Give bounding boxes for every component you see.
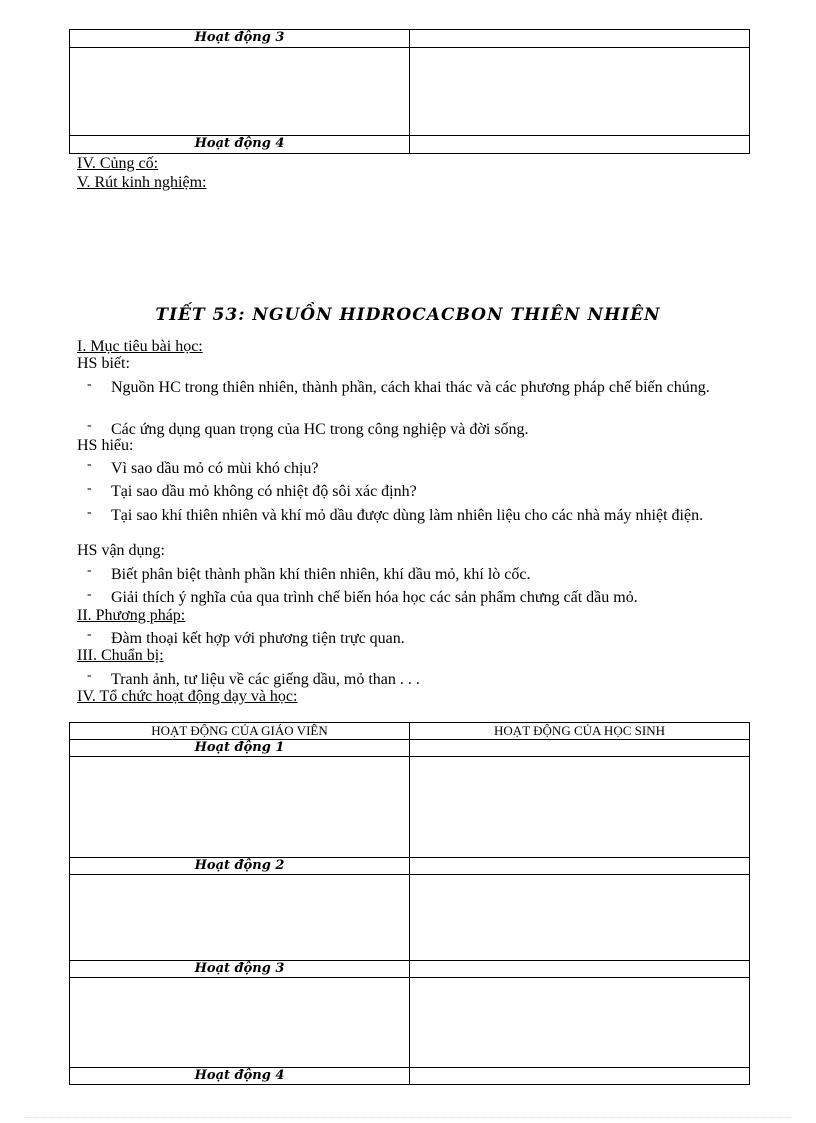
hs-understand-label: HS hiểu: [77,437,134,454]
act1-student-body [410,757,750,858]
know-item-1: Nguồn HC trong thiên nhiên, thành phần, cách khai thác và các phương pháp chế biến chúng. [111,379,710,396]
apply-item-2: Giải thích ý nghĩa của qua trình chế biến hóa học các sản phẩm chưng cất dầu mỏ. [111,589,638,606]
preparation-heading: III. Chuẩn bị: [77,647,164,664]
method-heading: II. Phương pháp: [77,607,186,624]
act2-teacher-body [70,875,410,961]
hs-apply-label: HS vận dụng: [77,542,165,559]
bullet: - [87,563,92,578]
organization-heading: IV. Tổ chức hoạt động dạy và học: [77,688,298,705]
act2-label: Hoạt động 2 [194,858,285,873]
teacher-header-cell [70,723,410,740]
act1-cell [70,740,410,757]
act2-cell [70,858,410,875]
activity-table [69,722,750,1085]
top-act3-student-body [410,48,750,136]
understand-item-3: Tại sao khí thiên nhiên và khí mỏ dầu được dùng làm nhiên liệu cho các nhà máy nhiệt điện. [111,507,704,524]
act2-student-cell [410,858,750,875]
top-act3-teacher-body [70,48,410,136]
top-activity-table [69,29,750,154]
act4-label: Hoạt động 4 [194,1068,285,1083]
teacher-column-header: HOẠT ĐỘNG CỦA GIÁO VIÊN [151,723,328,738]
prep-item-1: Tranh ảnh, tư liệu về các giếng dầu, mỏ than . . . [111,671,420,688]
act4-cell [70,1068,410,1085]
bullet: - [87,587,92,602]
act3-student-body [410,978,750,1068]
objectives-heading: I. Mục tiêu bài học: [77,338,203,355]
bullet: - [87,457,92,472]
page-bottom-divider [25,1117,791,1118]
top-act4-cell [70,136,410,154]
student-header-cell [410,723,750,740]
top-act4-student-cell [410,136,750,154]
method-item-1: Đàm thoại kết hợp với phương tiện trực quan. [111,630,405,647]
hs-know-label: HS biết: [77,355,130,372]
act3-student-cell [410,961,750,978]
know-item-2: Các ứng dụng quan trọng của HC trong công nghiệp và đời sống. [111,421,529,438]
top-act3-label: Hoạt động 3 [194,30,285,45]
consolidation-heading: IV. Củng cố: [77,155,159,172]
act3-cell [70,961,410,978]
bullet: - [87,418,92,433]
bullet: - [87,505,92,520]
top-act3-cell [70,30,410,48]
lesson-title: TIẾT 53: NGUỒN HIDROCACBON THIÊN NHIÊN [155,305,661,325]
act3-teacher-body [70,978,410,1068]
act2-student-body [410,875,750,961]
top-act4-label: Hoạt động 4 [194,136,285,151]
bullet: - [87,627,92,642]
act1-label: Hoạt động 1 [194,740,285,755]
student-column-header: HOẠT ĐỘNG CỦA HỌC SINH [494,723,665,738]
understand-item-2: Tại sao dầu mỏ không có nhiệt độ sôi xác định? [111,483,417,500]
act3-label: Hoạt động 3 [194,961,285,976]
act1-student-cell [410,740,750,757]
top-act3-student-cell [410,30,750,48]
act4-student-cell [410,1068,750,1085]
apply-item-1: Biết phân biệt thành phần khí thiên nhiên, khí dầu mỏ, khí lò cốc. [111,566,531,583]
experience-heading: V. Rút kinh nghiệm: [77,174,207,191]
understand-item-1: Vì sao dầu mỏ có mùi khó chịu? [111,460,319,477]
bullet: - [87,668,92,683]
bullet: - [87,377,92,392]
act1-teacher-body [70,757,410,858]
bullet: - [87,481,92,496]
